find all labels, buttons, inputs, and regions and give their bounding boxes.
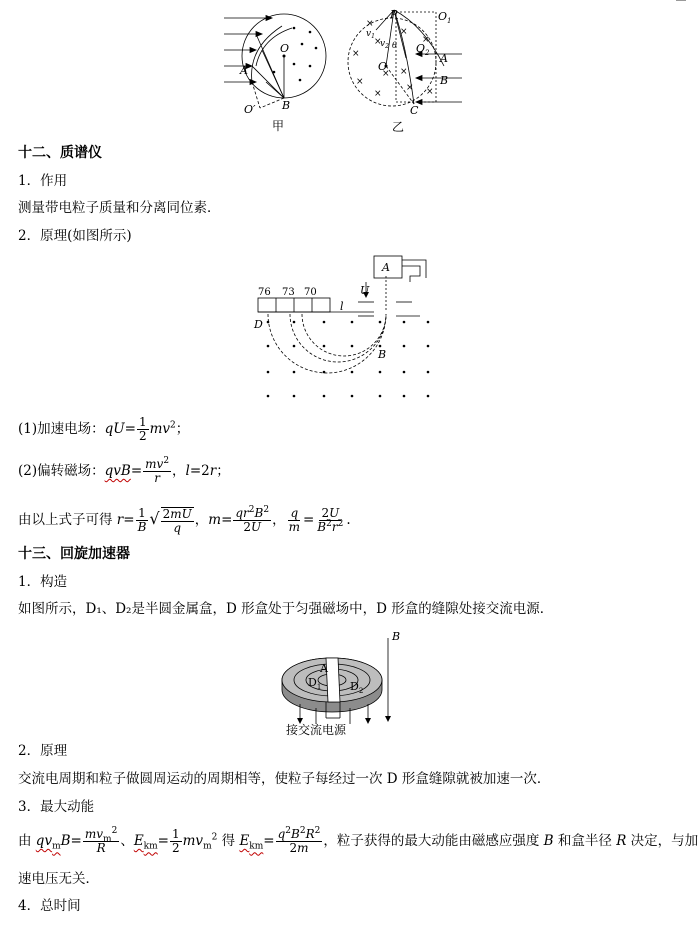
- item3-b: B: [543, 833, 554, 849]
- item3-suffix: 决定，与加: [626, 833, 698, 849]
- jia-label-a: A: [240, 64, 248, 77]
- svg-text:×: ×: [400, 27, 408, 37]
- svg-text:v2: [380, 39, 389, 50]
- yi-label-v2-sub: 2: [385, 43, 389, 50]
- yi-label-o2-sub: 2: [425, 49, 430, 57]
- svg-text:O1: [438, 10, 452, 25]
- formula-2-prefix: (2)偏转磁场：: [18, 463, 105, 479]
- item3-and: 和盒半径: [553, 833, 617, 849]
- yi-label-v1-sub: 1: [371, 33, 375, 40]
- jia-label-b: B: [282, 99, 291, 112]
- ms-label-b: B: [378, 348, 387, 361]
- cyc-label-a: A: [320, 662, 328, 675]
- item3-r: R: [616, 833, 627, 849]
- formula-2: (2)偏转磁场：qvB= $\frac{mv^2}{r}$ ，l=2r；: [18, 456, 230, 485]
- yi-label-a: A: [440, 52, 448, 65]
- yi-label-o: O: [378, 60, 388, 73]
- svg-text:×: ×: [356, 77, 364, 87]
- formula-1: (1)加速电场：qU= $\frac{1}{2}$ $mv^2$；: [18, 415, 190, 443]
- jia-caption: 甲: [272, 119, 285, 133]
- section13-item3-title: 3．最大动能: [18, 799, 95, 815]
- yi-label-o1: O: [438, 10, 448, 23]
- formula-3: 由以上式子可得 r= $\frac{1}{B}$ √ $\frac{2mU}{q}$ ，m= $\frac{qr^2B^2}{2U}$ ， $\frac{q}{m}$ = $\frac{2U}{B^2r^2}$ .: [18, 505, 351, 535]
- page-corner-mark: [676, 0, 686, 1]
- svg-text:×: ×: [374, 37, 382, 47]
- item3-prefix: 由: [18, 833, 36, 849]
- item3-middle: ，粒子获得的最大动能由磁感应强度: [323, 833, 544, 849]
- svg-text:×: ×: [400, 67, 408, 77]
- yi-label-v2: v: [380, 39, 386, 49]
- formula-3-prefix: 由以上式子可得: [18, 512, 117, 528]
- cyc-label-d1: D: [308, 676, 317, 689]
- svg-text:×: ×: [406, 83, 414, 93]
- section13-item1-title: 1．构造: [18, 574, 68, 590]
- cyc-label-d2: D: [350, 680, 359, 693]
- svg-text:×: ×: [426, 87, 434, 97]
- ms-tick-70: 70: [304, 287, 317, 298]
- yi-caption: 乙: [392, 120, 405, 134]
- svg-text:×: ×: [422, 35, 430, 45]
- svg-text:×: ×: [366, 19, 374, 29]
- yi-label-b: B: [440, 74, 449, 87]
- ms-tick-73: 73: [282, 287, 295, 298]
- section12-item1-title: 1．作用: [18, 173, 68, 189]
- figure-yi: [346, 4, 464, 138]
- svg-text:×: ×: [374, 89, 382, 99]
- section13-item2-title: 2．原理: [18, 743, 68, 759]
- yi-label-p: P: [390, 8, 398, 21]
- svg-text:×: ×: [382, 69, 390, 79]
- jia-label-o-prime: O′: [244, 103, 256, 116]
- section13-item3-text2: 速电压无关．: [18, 871, 99, 887]
- yi-label-theta: θ: [392, 41, 397, 50]
- svg-text:v1: [366, 29, 375, 40]
- yi-label-o2: O: [416, 42, 426, 55]
- section12-item1-text: 测量带电粒子质量和分离同位素．: [18, 200, 221, 216]
- ms-label-l: l: [340, 300, 344, 313]
- svg-text:×: ×: [352, 49, 360, 59]
- cyc-caption: 接交流电源: [286, 723, 347, 737]
- figure-mass-spectrometer: [250, 254, 440, 406]
- yi-label-o1-sub: 1: [447, 17, 452, 25]
- section12-title: 十二、质谱仪: [18, 145, 102, 161]
- section13-title: 十三、回旋加速器: [18, 546, 130, 562]
- section13-item4-title: 4．总时间: [18, 898, 81, 914]
- yi-label-c: C: [410, 104, 419, 117]
- figure-cyclotron: [270, 628, 410, 736]
- section12-item2-title: 2．原理(如图所示): [18, 228, 132, 244]
- yi-label-v1: v: [366, 29, 372, 39]
- formula-max-energy: 由 $qv_mB=$ $\frac{mv_m^2}{R}$ 、$E_{km}=$ $\frac{1}{2}$ $mv_m^2$ 得 $E_{km}=$ $\frac{q^2B^2R^2}{2m}$ ，粒子获得的最大动能由磁感应强度 B 和盒半径 R 决定，与加: [18, 826, 698, 855]
- cyc-label-d2-sub: 2: [358, 687, 364, 695]
- section13-item1-text: 如图所示，D₁、D₂是半圆金属盒，D 形盒处于匀强磁场中，D 形盒的缝隙处接交流电源．: [18, 601, 554, 617]
- ms-label-a: A: [382, 261, 390, 274]
- jia-label-o: O: [280, 42, 290, 55]
- figure-jia: [222, 8, 332, 136]
- section13-item2-text: 交流电周期和粒子做圆周运动的周期相等，使粒子每经过一次 D 形盒缝隙就被加速一次．: [18, 771, 551, 787]
- ms-label-d: D: [254, 318, 263, 331]
- cyc-label-b: B: [392, 630, 401, 643]
- formula-1-prefix: (1)加速电场：: [18, 421, 105, 437]
- ms-tick-76: 76: [258, 287, 271, 298]
- cyc-label-d1-sub: 1: [316, 683, 322, 691]
- ms-label-u: U: [360, 284, 370, 297]
